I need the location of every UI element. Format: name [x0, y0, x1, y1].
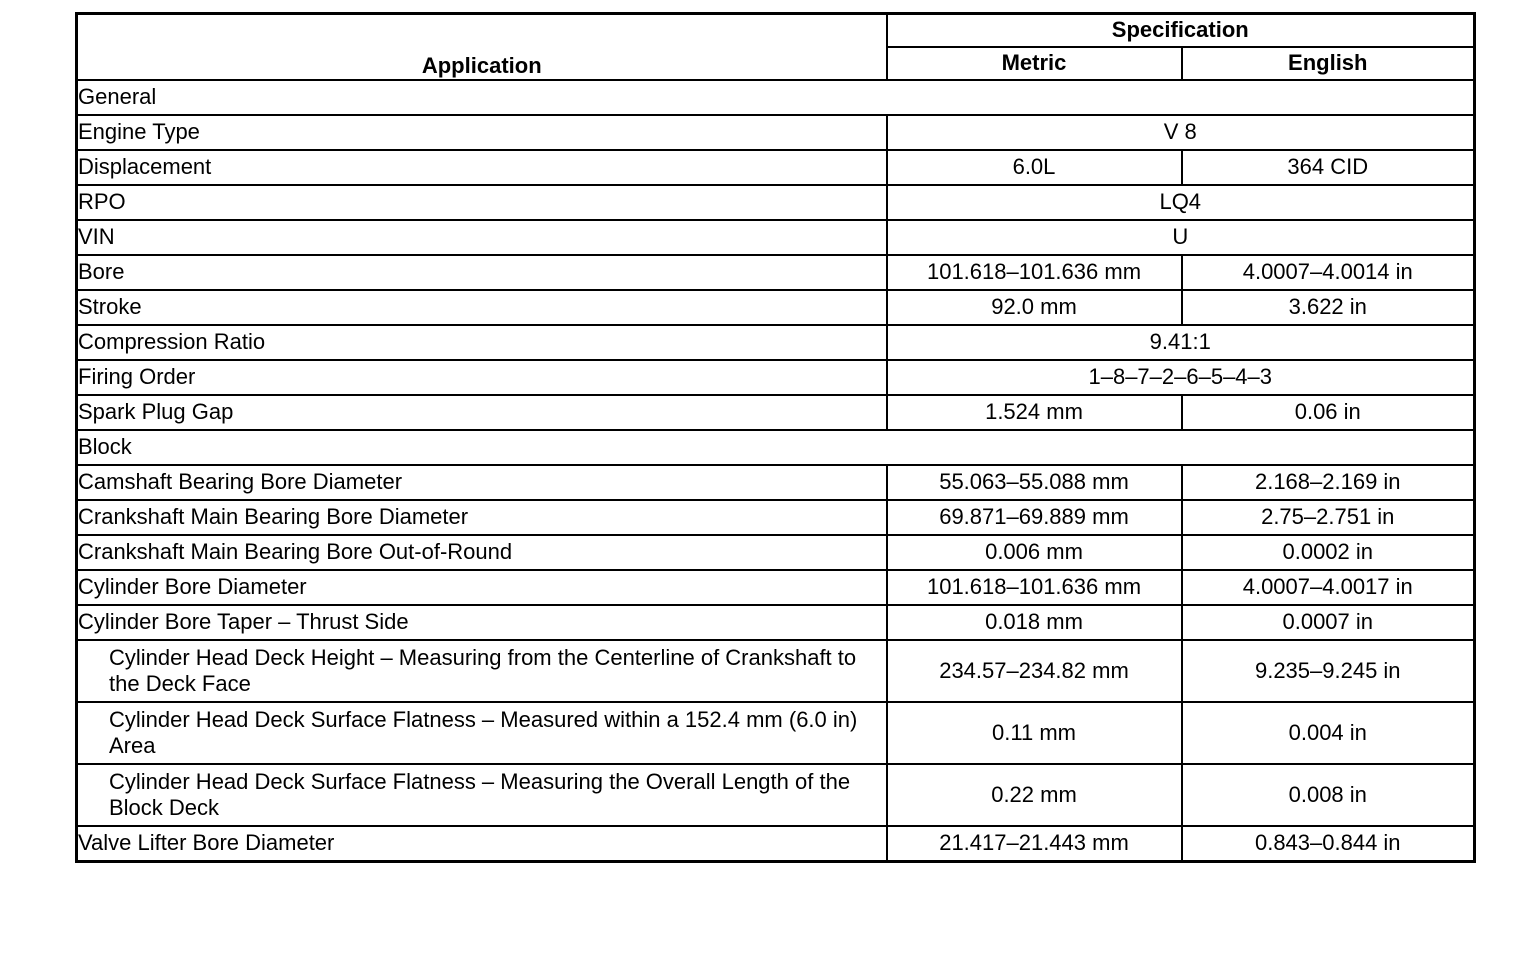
table-row: [77, 702, 1475, 764]
table-row: [77, 826, 1475, 862]
row-label: Stroke: [77, 290, 887, 325]
english-value: 0.06 in: [1182, 395, 1475, 430]
table-row: [77, 605, 1475, 640]
metric-value: 1.524 mm: [887, 395, 1182, 430]
table-row: [77, 360, 1475, 395]
row-label: Cylinder Bore Diameter: [77, 570, 887, 605]
metric-value: 101.618–101.636 mm: [887, 255, 1182, 290]
table-row: [77, 290, 1475, 325]
table-row: [77, 640, 1475, 702]
english-value: 2.168–2.169 in: [1182, 465, 1475, 500]
metric-value: 0.006 mm: [887, 535, 1182, 570]
row-label: Compression Ratio: [77, 325, 887, 360]
metric-value: 101.618–101.636 mm: [887, 570, 1182, 605]
section-title: General: [77, 80, 1475, 115]
section-row-block: [77, 430, 1475, 465]
english-value: 4.0007–4.0014 in: [1182, 255, 1475, 290]
metric-value: 0.018 mm: [887, 605, 1182, 640]
row-value: 1–8–7–2–6–5–4–3: [887, 360, 1475, 395]
specification-header: Specification: [887, 14, 1475, 47]
table-row: [77, 395, 1475, 430]
row-value: V 8: [887, 115, 1475, 150]
row-label: VIN: [77, 220, 887, 255]
row-label: Bore: [77, 255, 887, 290]
english-value: 0.843–0.844 in: [1182, 826, 1475, 862]
english-value: 0.0002 in: [1182, 535, 1475, 570]
english-value: 2.75–2.751 in: [1182, 500, 1475, 535]
application-header: Application: [77, 14, 887, 80]
row-label: Valve Lifter Bore Diameter: [77, 826, 887, 862]
row-label: Crankshaft Main Bearing Bore Diameter: [77, 500, 887, 535]
row-label: Cylinder Bore Taper – Thrust Side: [77, 605, 887, 640]
metric-value: 21.417–21.443 mm: [887, 826, 1182, 862]
metric-value: 92.0 mm: [887, 290, 1182, 325]
metric-value: 6.0L: [887, 150, 1182, 185]
row-label: Engine Type: [77, 115, 887, 150]
metric-value: 55.063–55.088 mm: [887, 465, 1182, 500]
section-title: Block: [77, 430, 1475, 465]
metric-value: 234.57–234.82 mm: [887, 640, 1182, 702]
english-value: 3.622 in: [1182, 290, 1475, 325]
row-label: Camshaft Bearing Bore Diameter: [77, 465, 887, 500]
english-value: 364 CID: [1182, 150, 1475, 185]
row-label: Displacement: [77, 150, 887, 185]
metric-value: 0.22 mm: [887, 764, 1182, 826]
row-label: Cylinder Head Deck Surface Flatness – Measured within a 152.4 mm (6.0 in) Area: [77, 702, 887, 764]
table-row: [77, 570, 1475, 605]
table-row: [77, 500, 1475, 535]
row-label: Cylinder Head Deck Height – Measuring from the Centerline of Crankshaft to the Deck Face: [77, 640, 887, 702]
english-header: English: [1182, 47, 1475, 80]
table-row: [77, 150, 1475, 185]
engine-spec-table: [75, 12, 1476, 863]
table-row: [77, 465, 1475, 500]
row-value: 9.41:1: [887, 325, 1475, 360]
english-value: 0.004 in: [1182, 702, 1475, 764]
metric-value: 0.11 mm: [887, 702, 1182, 764]
english-value: 0.008 in: [1182, 764, 1475, 826]
row-label: Crankshaft Main Bearing Bore Out-of-Round: [77, 535, 887, 570]
metric-value: 69.871–69.889 mm: [887, 500, 1182, 535]
row-label: Firing Order: [77, 360, 887, 395]
row-label: RPO: [77, 185, 887, 220]
table-row: [77, 185, 1475, 220]
table-row: [77, 220, 1475, 255]
english-value: 9.235–9.245 in: [1182, 640, 1475, 702]
table-row: [77, 535, 1475, 570]
row-label: Spark Plug Gap: [77, 395, 887, 430]
english-value: 4.0007–4.0017 in: [1182, 570, 1475, 605]
row-value: U: [887, 220, 1475, 255]
row-value: LQ4: [887, 185, 1475, 220]
section-row-general: [77, 80, 1475, 115]
table-row: [77, 325, 1475, 360]
table-row: [77, 764, 1475, 826]
metric-header: Metric: [887, 47, 1182, 80]
english-value: 0.0007 in: [1182, 605, 1475, 640]
table-row: [77, 115, 1475, 150]
row-label: Cylinder Head Deck Surface Flatness – Measuring the Overall Length of the Block Deck: [77, 764, 887, 826]
table-row: [77, 255, 1475, 290]
